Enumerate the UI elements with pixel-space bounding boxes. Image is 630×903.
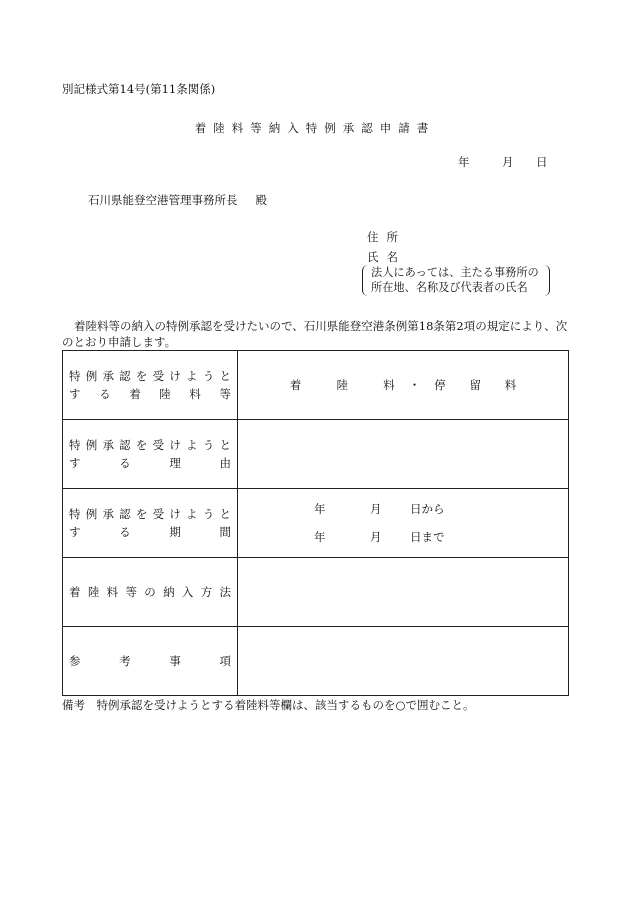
period-to-year: 年 — [314, 530, 326, 544]
reason-input-cell[interactable] — [238, 420, 569, 489]
document-title: 着陸料等納入特例承認申請書 — [194, 121, 436, 135]
payment-method-input-cell[interactable] — [238, 558, 569, 627]
label-period-line1: 特 例 承 認 を 受 け よ う と — [69, 507, 231, 521]
address-label: 住所 — [367, 230, 406, 244]
period-from-month: 月 — [370, 502, 382, 516]
preamble-text: 着陸料等の納入の特例承認を受けたいので、石川県能登空港条例第18条第2項の規定により、次のとおり申請します。 — [62, 319, 568, 349]
period-from-year: 年 — [314, 502, 326, 516]
label-payment-method: 着 陸 料 等 の 納 入 方 法 — [69, 585, 231, 599]
corporation-note-line1: 法人にあっては、主たる事務所の — [371, 266, 539, 279]
date-line — [458, 155, 548, 169]
period-from-row — [314, 501, 568, 517]
label-cell-reason — [63, 420, 238, 489]
date-month-label: 月 — [502, 155, 514, 169]
period-from-day: 日から — [410, 502, 445, 516]
label-fees-line2: す る 着 陸 料 等 — [69, 387, 231, 401]
addressee-name: 石川県能登空港管理事務所長 — [88, 193, 238, 207]
landing-fee-option[interactable]: 着 陸 料 — [289, 378, 395, 392]
addressee-honorific: 殿 — [255, 193, 267, 207]
parking-fee-option[interactable]: 停 留 料 — [434, 378, 517, 392]
remarks-text: 備考 特例承認を受けようとする着陸料等欄は、該当するものを○で囲むこと。 — [62, 698, 475, 712]
period-to-day: 日まで — [410, 530, 445, 544]
separator-dot: ・ — [408, 378, 421, 392]
label-cell-notes — [63, 627, 238, 696]
table-row — [63, 489, 569, 558]
label-notes: 参 考 事 項 — [69, 654, 231, 668]
label-cell-period — [63, 489, 238, 558]
table-row — [63, 351, 569, 420]
label-cell-payment-method — [63, 558, 238, 627]
label-cell-fees — [63, 351, 238, 420]
application-table — [62, 350, 569, 696]
table-row — [63, 420, 569, 489]
period-to-month: 月 — [370, 530, 382, 544]
date-day-label: 日 — [536, 155, 548, 169]
name-label: 氏名 — [367, 250, 406, 264]
period-to-row — [314, 529, 568, 545]
addressee — [88, 193, 267, 207]
table-row — [63, 558, 569, 627]
table-row — [63, 627, 569, 696]
label-reason-line2: す る 理 由 — [69, 456, 231, 470]
notes-input-cell[interactable] — [238, 627, 569, 696]
corporation-note — [362, 265, 550, 296]
date-year-label: 年 — [458, 155, 470, 169]
label-period-line2: す る 期 間 — [69, 525, 231, 539]
label-reason-line1: 特 例 承 認 を 受 け よ う と — [69, 438, 231, 452]
fees-selection-cell[interactable] — [238, 351, 569, 420]
period-input-cell[interactable] — [238, 489, 569, 558]
label-fees-line1: 特 例 承 認 を 受 け よ う と — [69, 369, 231, 383]
corporation-note-line2: 所在地、名称及び代表者の氏名 — [371, 281, 528, 294]
form-reference: 別記様式第14号(第11条関係) — [62, 82, 216, 96]
